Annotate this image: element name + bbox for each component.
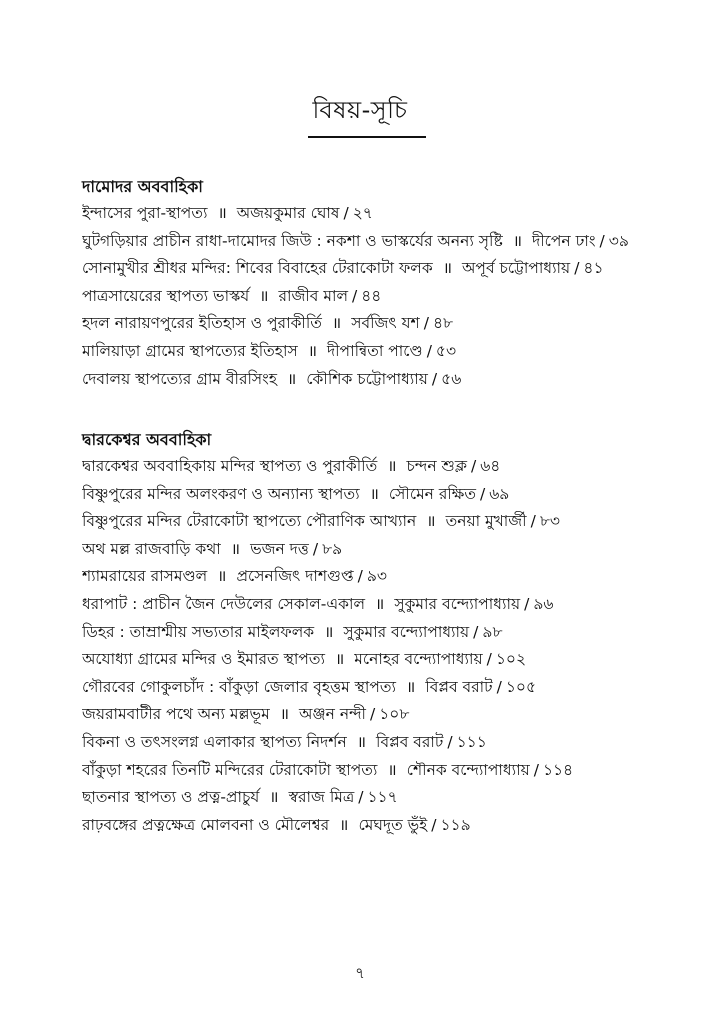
entry-article: শ্যামরায়ের রাসমণ্ডল [82, 567, 208, 586]
entry-author: সুকুমার বন্দ্যোপাধ্যায় [394, 594, 521, 613]
entry-page: ১০৫ [505, 677, 537, 696]
entry-slash: / [533, 760, 539, 779]
toc-entry [82, 701, 702, 729]
entry-article: দ্বারকেশ্বর অববাহিকায় মন্দির স্থাপত্য ও পুরাকীর্তি [82, 457, 378, 475]
entry-separator: ॥ [356, 732, 367, 751]
entry-page: ৩৯ [608, 231, 629, 250]
toc-entry [82, 255, 702, 283]
entry-article: ডিহর : তাম্রাশ্মীয় সভ্যতার মাইলফলক [82, 622, 315, 641]
entry-slash: / [496, 677, 502, 696]
toc-entry [82, 646, 702, 674]
page-number: ৭ [355, 964, 365, 982]
entry-author: অজয়কুমার ঘোষ [236, 204, 340, 222]
entry-slash: / [358, 788, 364, 807]
entry-separator: ॥ [426, 512, 436, 531]
entry-page: ১১৭ [367, 788, 398, 807]
entry-separator: ॥ [375, 594, 385, 613]
toc-entry [82, 481, 702, 509]
entry-separator: ॥ [369, 484, 379, 503]
toc-entry [82, 283, 702, 311]
entry-page: ১০৮ [379, 705, 410, 724]
entry-separator: ॥ [324, 622, 334, 641]
entry-article: ছাতনার স্থাপত্য ও প্রত্ন-প্রাচুর্য [82, 788, 260, 807]
page-title: বিষয়-সূচি [312, 96, 408, 124]
entry-slash: / [574, 259, 580, 278]
section-heading: দ্বারকেশ্বর অববাহিকা [82, 430, 212, 449]
entry-article: মালিয়াড়া গ্রামের স্থাপত্যের ইতিহাস [82, 341, 298, 360]
entry-separator: ॥ [307, 341, 317, 360]
entry-article: হদল নারায়ণপুরের ইতিহাস ও পুরাকীর্তি [82, 314, 322, 333]
toc-entry [82, 453, 702, 481]
entry-page: ১০২ [495, 650, 527, 669]
entry-article: সোনামুখীর শ্রীধর মন্দির: শিবের বিবাহের টেরাকোটা ফলক [82, 259, 433, 278]
entry-page: ৯৮ [482, 622, 503, 641]
entry-separator: ॥ [512, 231, 523, 250]
entry-article: জয়রামবাটীর পথে অন্য মল্লভূম [82, 705, 270, 724]
toc-entry [82, 757, 702, 785]
entry-article: ঘুটগড়িয়ার প্রাচীন রাধা-দামোদর জিউ : নকশা ও ভাস্কর্যের অনন্য সৃষ্টি [82, 231, 503, 250]
entry-author: মেঘদূত ভুঁই [358, 815, 428, 834]
entry-slash: / [431, 369, 438, 388]
entry-separator: ॥ [286, 369, 297, 388]
entry-slash: / [357, 567, 363, 586]
entry-page: ৮৯ [322, 539, 343, 558]
entry-page: ২৭ [352, 204, 373, 222]
entry-separator: ॥ [442, 259, 452, 278]
toc-entry [82, 674, 702, 702]
entry-author: বিপ্লব বরাট [425, 677, 493, 696]
toc-entry [82, 729, 702, 757]
toc-entry [82, 563, 702, 591]
entry-page: ৪১ [583, 259, 604, 278]
entry-author: রাজীব মাল [278, 286, 349, 305]
entry-slash: / [426, 341, 432, 360]
entry-page: ৬৯ [489, 484, 510, 503]
entry-separator: ॥ [331, 314, 342, 333]
entry-page: ১১৪ [542, 760, 574, 779]
entry-article: বিষ্ণুপুরের মন্দির অলংকরণ ও অন্যান্য স্থাপত্য [82, 484, 360, 503]
entry-article: গৌরবের গোকুলচাঁদ : বাঁকুড়া জেলার বৃহত্তম স্থাপত্য [82, 677, 397, 696]
section-heading: দামোদর অববাহিকা [82, 177, 203, 196]
entry-article: অযোধ্যা গ্রামের মন্দির ও ইমারত স্থাপত্য [82, 650, 325, 669]
entry-slash: / [530, 512, 536, 531]
entry-author: সৌমেন রক্ষিত [388, 484, 476, 503]
entry-separator: ॥ [259, 286, 269, 305]
entry-article: ধরাপাট : প্রাচীন জৈন দেউলের সেকাল-একাল [82, 594, 366, 613]
entry-author: তনয়া মুখার্জী [445, 512, 527, 531]
entry-slash: / [343, 204, 349, 222]
section-damodar [82, 174, 702, 393]
entry-slash: / [447, 732, 453, 751]
entry-author: শৌনক বন্দ্যোপাধ্যায় [406, 760, 530, 779]
entry-slash: / [431, 815, 437, 834]
entry-author: অপূর্ব চট্টোপাধ্যায় [462, 259, 571, 278]
toc-entry [82, 338, 702, 366]
entry-author: দীপান্বিতা পাণ্ডে [326, 341, 423, 360]
toc-entry [82, 536, 702, 564]
entry-article: পাত্রসায়েরের স্থাপত্য ভাস্কর্য [82, 286, 250, 305]
toc-entry [82, 619, 702, 647]
entry-author: বিপ্লব বরাট [376, 732, 444, 751]
entry-page: ৪৪ [361, 286, 382, 305]
entry-author: দীপেন ঢাং [532, 231, 596, 250]
entry-slash: / [480, 484, 486, 503]
entry-separator: ॥ [269, 788, 279, 807]
entry-separator: ॥ [406, 677, 416, 696]
entry-separator: ॥ [279, 705, 289, 724]
entry-page: ৪৮ [432, 314, 454, 333]
section-dwarakeswar [82, 427, 702, 839]
entry-separator: ॥ [217, 567, 227, 586]
entry-article: ইন্দাসের পুরা-স্থাপত্য [82, 204, 208, 222]
entry-separator: ॥ [387, 760, 397, 779]
entry-page: ৯৩ [366, 567, 387, 586]
entry-slash: / [471, 457, 477, 475]
entry-author: সুকুমার বন্দ্যোপাধ্যায় [343, 622, 470, 641]
entry-article: দেবালয় স্থাপত্যের গ্রাম বীরসিংহ [82, 369, 277, 388]
toc-entry [82, 784, 702, 812]
entry-author: মনোহর বন্দ্যোপাধ্যায় [354, 650, 483, 669]
entry-article: বিকনা ও তৎসংলগ্ন এলাকার স্থাপত্য নিদর্শন [82, 732, 347, 751]
toc-entry [82, 310, 702, 338]
entry-article: অথ মল্ল রাজবাড়ি কথা [82, 539, 221, 558]
entry-slash: / [423, 314, 429, 333]
title-underline [308, 136, 426, 138]
entry-author: অঞ্জন নন্দী [298, 705, 366, 724]
entry-slash: / [486, 650, 492, 669]
entry-author: সর্বজিৎ যশ [351, 314, 420, 333]
entry-page: ১১৯ [440, 815, 471, 834]
entry-page: ৯৬ [533, 594, 554, 613]
toc-entry [82, 228, 702, 256]
toc-entry [82, 508, 702, 536]
entry-separator: ॥ [335, 650, 345, 669]
toc-entry [82, 812, 702, 840]
entry-slash: / [599, 231, 605, 250]
entry-separator: ॥ [217, 204, 227, 222]
entry-author: কৌশিক চট্টোপাধ্যায় [306, 369, 428, 388]
entry-separator: ॥ [339, 815, 349, 834]
entry-author: ভজন দত্ত [250, 539, 309, 558]
entry-page: ৬৪ [480, 457, 501, 475]
entry-separator: ॥ [230, 539, 241, 558]
toc-entry [82, 591, 702, 619]
entry-slash: / [312, 539, 319, 558]
entry-separator: ॥ [387, 457, 397, 475]
entry-page: ৮৩ [539, 512, 560, 531]
entry-article: বাঁকুড়া শহরের তিনটি মন্দিরের টেরাকোটা স্থাপত্য [82, 760, 378, 779]
entry-slash: / [524, 594, 530, 613]
entry-page: ৫৬ [441, 369, 462, 388]
entry-article: রাঢ়বঙ্গের প্রত্নক্ষেত্র মোলবনা ও মৌলেশ্বর [82, 815, 330, 834]
toc-entry [82, 200, 702, 228]
toc-entry [82, 366, 702, 394]
entry-page: ৫৩ [435, 341, 457, 360]
entry-slash: / [369, 705, 376, 724]
entry-slash: / [352, 286, 358, 305]
entry-page: ১১১ [456, 732, 487, 751]
entry-article: বিষ্ণুপুরের মন্দির টেরাকোটা স্থাপত্যে পৌরাণিক আখ্যান [82, 512, 417, 531]
entry-author: প্রসেনজিৎ দাশগুপ্ত [236, 567, 354, 586]
entry-slash: / [473, 622, 479, 641]
entry-author: স্বরাজ মিত্র [288, 788, 355, 807]
entry-author: চন্দন শুক্ল [406, 457, 467, 475]
